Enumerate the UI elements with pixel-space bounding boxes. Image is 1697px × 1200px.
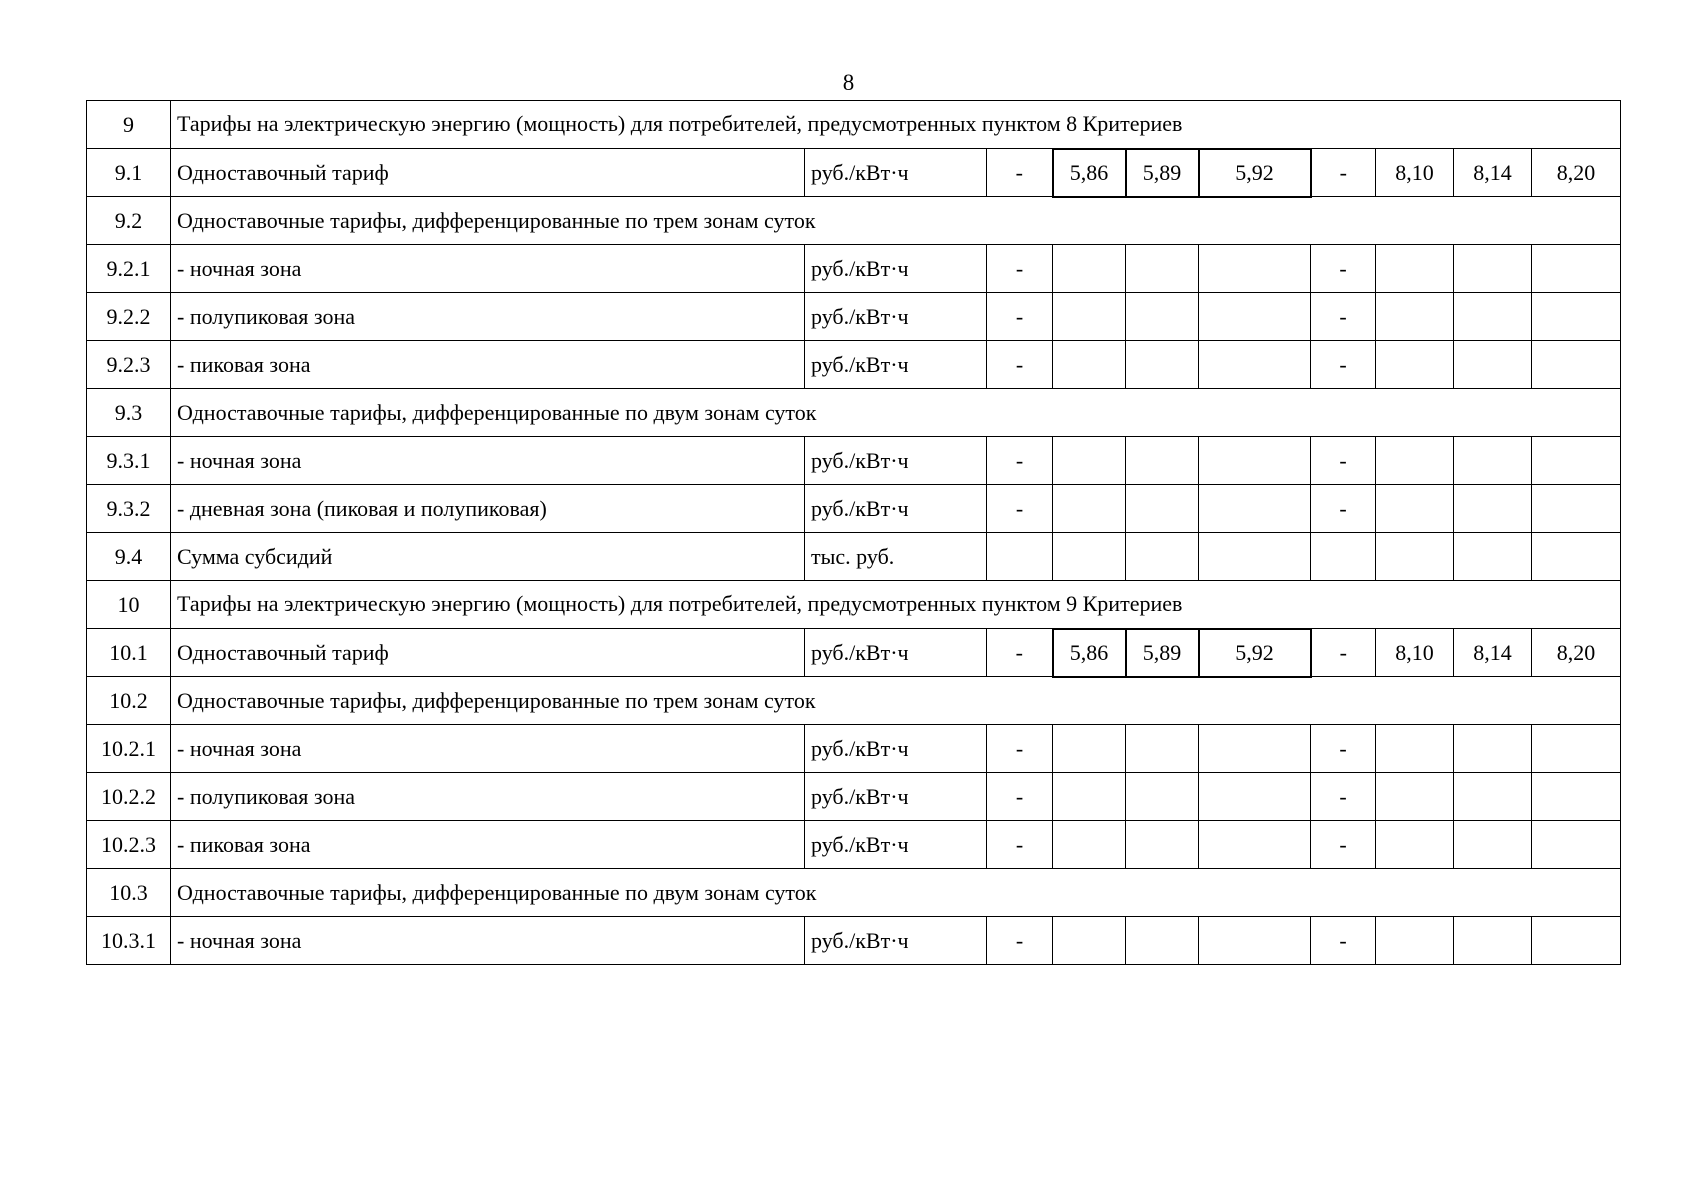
value-cell xyxy=(1199,485,1311,533)
value-cell xyxy=(1053,437,1126,485)
value-cell xyxy=(1532,533,1621,581)
value-cell xyxy=(1126,533,1199,581)
row-number: 10.3 xyxy=(87,869,171,917)
section-row xyxy=(87,101,1621,149)
value-cell xyxy=(1532,821,1621,869)
unit-cell: руб./кВт·ч xyxy=(805,437,987,485)
value-cell xyxy=(1532,245,1621,293)
value-cell: - xyxy=(987,437,1053,485)
table-row xyxy=(87,485,1621,533)
row-number: 9 xyxy=(87,101,171,149)
table-row xyxy=(87,725,1621,773)
value-cell xyxy=(987,533,1053,581)
value-cell xyxy=(1126,773,1199,821)
value-cell: - xyxy=(1311,725,1376,773)
unit-cell: тыс. руб. xyxy=(805,533,987,581)
unit-cell: руб./кВт·ч xyxy=(805,773,987,821)
unit-cell: руб./кВт·ч xyxy=(805,245,987,293)
value-cell: - xyxy=(1311,245,1376,293)
value-cell xyxy=(1053,725,1126,773)
unit-cell: руб./кВт·ч xyxy=(805,293,987,341)
row-number: 10.2.2 xyxy=(87,773,171,821)
unit-cell: руб./кВт·ч xyxy=(805,917,987,965)
section-title: Одноставочные тарифы, дифференцированные по трем зонам суток xyxy=(171,677,1621,725)
page-number: 8 xyxy=(842,70,855,95)
table-row xyxy=(87,245,1621,293)
row-number: 9.4 xyxy=(87,533,171,581)
value-cell xyxy=(1454,533,1532,581)
section-title: Одноставочные тарифы, дифференцированные по трем зонам суток xyxy=(171,197,1621,245)
value-cell: - xyxy=(1311,485,1376,533)
value-cell xyxy=(1199,821,1311,869)
row-number: 9.2.1 xyxy=(87,245,171,293)
value-cell xyxy=(1199,437,1311,485)
unit-cell: руб./кВт·ч xyxy=(805,629,987,677)
value-cell xyxy=(1532,773,1621,821)
table-row xyxy=(87,149,1621,197)
table-row xyxy=(87,917,1621,965)
value-cell xyxy=(1199,341,1311,389)
value-cell xyxy=(1053,485,1126,533)
value-cell: 8,20 xyxy=(1532,149,1621,197)
row-number: 9.3.1 xyxy=(87,437,171,485)
value-cell: - xyxy=(1311,629,1376,677)
row-number: 10.2.1 xyxy=(87,725,171,773)
row-number: 9.3.2 xyxy=(87,485,171,533)
value-cell xyxy=(1053,917,1126,965)
row-number: 9.2 xyxy=(87,197,171,245)
row-label: - пиковая зона xyxy=(171,821,805,869)
value-cell: - xyxy=(987,821,1053,869)
value-cell: 5,89 xyxy=(1126,149,1199,197)
value-cell: 8,14 xyxy=(1454,149,1532,197)
value-cell xyxy=(1126,437,1199,485)
section-row xyxy=(87,677,1621,725)
value-cell xyxy=(1532,485,1621,533)
value-cell: 5,86 xyxy=(1053,149,1126,197)
table-row xyxy=(87,629,1621,677)
value-cell xyxy=(1199,917,1311,965)
row-number: 10.3.1 xyxy=(87,917,171,965)
value-cell: - xyxy=(987,917,1053,965)
value-cell xyxy=(1126,341,1199,389)
value-cell: 5,89 xyxy=(1126,629,1199,677)
row-label: - ночная зона xyxy=(171,917,805,965)
row-number: 10.2.3 xyxy=(87,821,171,869)
table-row xyxy=(87,533,1621,581)
value-cell xyxy=(1532,437,1621,485)
section-row xyxy=(87,581,1621,629)
value-cell xyxy=(1532,293,1621,341)
value-cell: - xyxy=(1311,773,1376,821)
value-cell xyxy=(1126,485,1199,533)
value-cell xyxy=(1376,821,1454,869)
value-cell xyxy=(1376,437,1454,485)
value-cell: - xyxy=(987,773,1053,821)
unit-cell: руб./кВт·ч xyxy=(805,149,987,197)
value-cell: 5,92 xyxy=(1199,629,1311,677)
value-cell: - xyxy=(1311,437,1376,485)
table-body xyxy=(87,101,1621,965)
value-cell xyxy=(1199,725,1311,773)
value-cell xyxy=(1126,245,1199,293)
table-row xyxy=(87,293,1621,341)
section-row xyxy=(87,869,1621,917)
row-label: - дневная зона (пиковая и полупиковая) xyxy=(171,485,805,533)
value-cell xyxy=(1199,533,1311,581)
value-cell xyxy=(1053,245,1126,293)
row-label: Одноставочный тариф xyxy=(171,629,805,677)
value-cell: - xyxy=(987,293,1053,341)
value-cell: - xyxy=(1311,821,1376,869)
value-cell xyxy=(1126,293,1199,341)
value-cell xyxy=(1454,437,1532,485)
row-number: 10 xyxy=(87,581,171,629)
value-cell xyxy=(1376,773,1454,821)
value-cell xyxy=(1376,245,1454,293)
value-cell: - xyxy=(1311,293,1376,341)
unit-cell: руб./кВт·ч xyxy=(805,725,987,773)
row-number: 9.1 xyxy=(87,149,171,197)
table-row xyxy=(87,773,1621,821)
value-cell xyxy=(1053,821,1126,869)
value-cell xyxy=(1376,533,1454,581)
value-cell xyxy=(1454,773,1532,821)
table-row xyxy=(87,821,1621,869)
value-cell xyxy=(1376,917,1454,965)
value-cell: - xyxy=(987,341,1053,389)
row-number: 10.2 xyxy=(87,677,171,725)
value-cell: 5,92 xyxy=(1199,149,1311,197)
value-cell xyxy=(1376,725,1454,773)
value-cell xyxy=(1053,773,1126,821)
section-row xyxy=(87,197,1621,245)
value-cell xyxy=(1532,341,1621,389)
row-label: - ночная зона xyxy=(171,725,805,773)
value-cell xyxy=(1126,821,1199,869)
value-cell xyxy=(1376,485,1454,533)
unit-cell: руб./кВт·ч xyxy=(805,341,987,389)
value-cell xyxy=(1053,293,1126,341)
value-cell xyxy=(1376,293,1454,341)
unit-cell: руб./кВт·ч xyxy=(805,485,987,533)
value-cell xyxy=(1454,293,1532,341)
value-cell: - xyxy=(1311,341,1376,389)
section-title: Одноставочные тарифы, дифференцированные по двум зонам суток xyxy=(171,389,1621,437)
value-cell: - xyxy=(987,629,1053,677)
value-cell: - xyxy=(987,485,1053,533)
table-row xyxy=(87,341,1621,389)
section-title: Одноставочные тарифы, дифференцированные по двум зонам суток xyxy=(171,869,1621,917)
value-cell: 8,10 xyxy=(1376,629,1454,677)
value-cell xyxy=(1126,917,1199,965)
value-cell: 8,10 xyxy=(1376,149,1454,197)
value-cell xyxy=(1053,341,1126,389)
table-row xyxy=(87,437,1621,485)
row-number: 9.2.2 xyxy=(87,293,171,341)
value-cell: 8,20 xyxy=(1532,629,1621,677)
value-cell xyxy=(1454,821,1532,869)
value-cell: 5,86 xyxy=(1053,629,1126,677)
tariff-table xyxy=(86,100,1621,965)
row-label: Одноставочный тариф xyxy=(171,149,805,197)
value-cell xyxy=(1454,245,1532,293)
value-cell xyxy=(1199,293,1311,341)
value-cell xyxy=(1454,917,1532,965)
section-title: Тарифы на электрическую энергию (мощность) для потребителей, предусмотренных пунктом 9 Критериев xyxy=(171,581,1621,629)
row-label: - пиковая зона xyxy=(171,341,805,389)
value-cell xyxy=(1053,533,1126,581)
row-label: Сумма субсидий xyxy=(171,533,805,581)
value-cell: 8,14 xyxy=(1454,629,1532,677)
value-cell: - xyxy=(987,245,1053,293)
row-label: - полупиковая зона xyxy=(171,293,805,341)
section-row xyxy=(87,389,1621,437)
value-cell xyxy=(1454,485,1532,533)
value-cell xyxy=(1532,725,1621,773)
section-title: Тарифы на электрическую энергию (мощность) для потребителей, предусмотренных пунктом 8 Критериев xyxy=(171,101,1621,149)
row-label: - ночная зона xyxy=(171,245,805,293)
row-number: 9.2.3 xyxy=(87,341,171,389)
value-cell xyxy=(1199,773,1311,821)
value-cell: - xyxy=(1311,917,1376,965)
row-number: 9.3 xyxy=(87,389,171,437)
value-cell: - xyxy=(987,725,1053,773)
value-cell xyxy=(1311,533,1376,581)
value-cell: - xyxy=(987,149,1053,197)
value-cell xyxy=(1532,917,1621,965)
value-cell xyxy=(1126,725,1199,773)
value-cell xyxy=(1454,341,1532,389)
value-cell: - xyxy=(1311,149,1376,197)
value-cell xyxy=(1376,341,1454,389)
unit-cell: руб./кВт·ч xyxy=(805,821,987,869)
row-number: 10.1 xyxy=(87,629,171,677)
row-label: - полупиковая зона xyxy=(171,773,805,821)
row-label: - ночная зона xyxy=(171,437,805,485)
value-cell xyxy=(1454,725,1532,773)
value-cell xyxy=(1199,245,1311,293)
